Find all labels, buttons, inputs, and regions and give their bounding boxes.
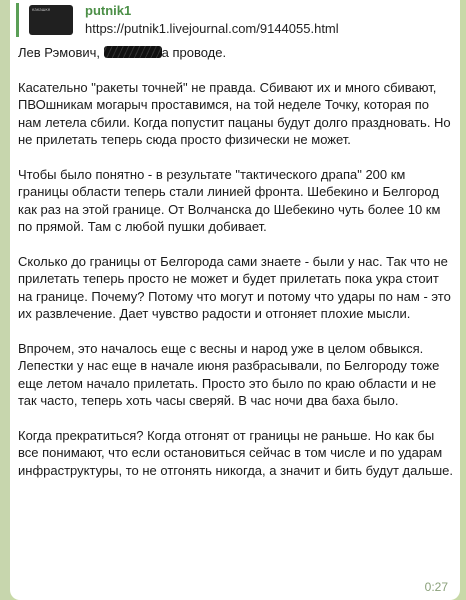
greeting-line — [18, 44, 454, 61]
preview-url[interactable]: https://putnik1.livejournal.com/9144055.html — [85, 21, 339, 36]
paragraph-4: Впрочем, это началось еще с весны и народ уже в целом обвыкся. Лепестки у нас еще в начале июня разбрасывали, по Белгороду тоже еще летом начало прилетать. Просто это было по краю области и не так часто, теперь хоть часы сверяй. В час ночи два баха было. — [18, 340, 440, 409]
paragraph-5: Когда прекратиться? Когда отгонят от границы не раньше. Но как бы все понимают, что если остановиться сейчас в том числе и по ударам инфраструктуры, то не отгонять никогда, а значит и бить будут дальше. — [18, 427, 454, 478]
message-time: 0:27 — [424, 580, 448, 594]
redacted-scribble — [104, 46, 162, 58]
link-preview[interactable] — [16, 3, 446, 37]
greeting-after: а проводе. — [161, 45, 227, 60]
paragraph-3: Сколько до границы от Белгорода сами знаете - были у нас. Так что не прилетать теперь просто не может и будет прилетать пока укра стоит на границе. Почему? Потому что могут и потому что удары по нам - это их развлечение. Дает чувство радости и отгоняет плохие мысли. — [18, 253, 451, 322]
message-text — [18, 44, 454, 496]
paragraph-1: Касательно "ракеты точней" не правда. Сбивают их и много сбивают, ПВОшникам могарыч проставимся, на той неделе Точку, которая по нам летела сбили. Когда попустит пацаны будут долго праздновать. Но не прилетать теперь сюда просто физически не может. — [18, 79, 451, 148]
chat-background — [0, 0, 10, 600]
greeting-before: Лев Рэмович, — [18, 45, 104, 60]
message-bubble — [10, 0, 460, 600]
paragraph-2: Чтобы было понятно - в результате "тактического драпа" 200 км границы области теперь стали линией фронта. Шебекино и Белгород как раз на этой границе. От Волчанска до Шебекино чуть более 10 км по прямой. Там с любой пушки добивает. — [18, 166, 441, 235]
thumbnail-text: какашке — [32, 7, 51, 12]
preview-thumbnail[interactable] — [29, 5, 73, 35]
preview-channel-name[interactable]: putnik1 — [85, 3, 132, 18]
